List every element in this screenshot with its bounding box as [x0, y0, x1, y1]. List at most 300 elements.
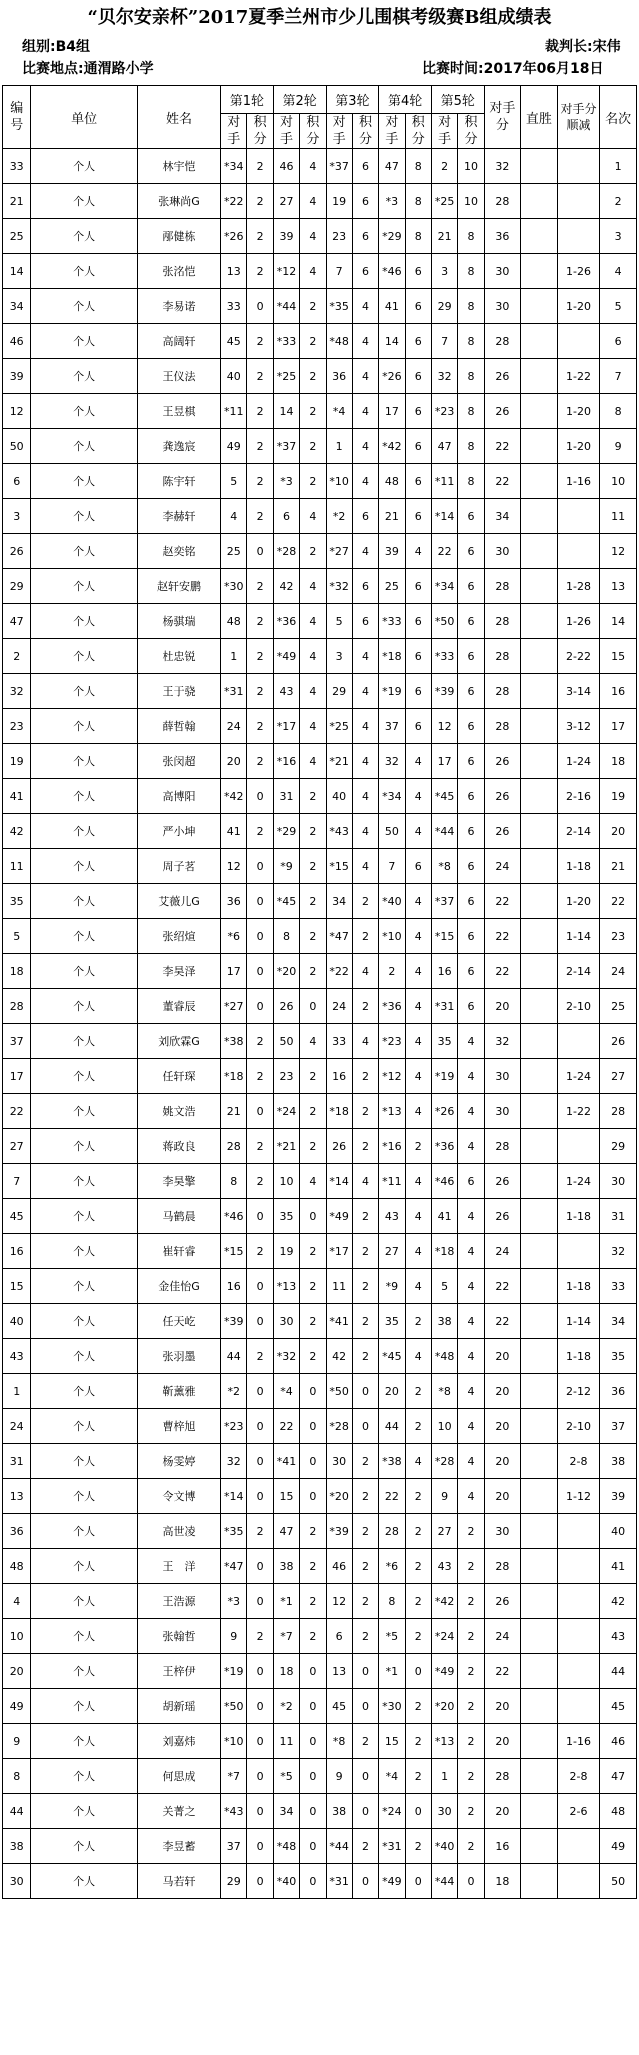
cell-r3-points: 2: [352, 1829, 378, 1864]
cell-opponent-score: 28: [484, 709, 521, 744]
cell-name: 艾薇儿G: [137, 884, 220, 919]
cell-number: 20: [3, 1654, 31, 1689]
cell-r1-opponent: *27: [221, 989, 247, 1024]
cell-opponent-score: 26: [484, 394, 521, 429]
cell-r3-opponent: *37: [326, 149, 352, 184]
cell-r4-opponent: *3: [379, 184, 405, 219]
cell-rank: 46: [600, 1724, 637, 1759]
header-rank: 名次: [600, 86, 637, 149]
cell-opponent-decrement: 1-20: [557, 394, 600, 429]
cell-r3-opponent: *35: [326, 289, 352, 324]
cell-r4-opponent: *5: [379, 1619, 405, 1654]
cell-direct-win: [521, 1584, 558, 1619]
cell-opponent-decrement: 2-10: [557, 1409, 600, 1444]
cell-r4-points: 2: [405, 1724, 431, 1759]
cell-unit: 个人: [31, 1374, 138, 1409]
cell-r3-points: 2: [352, 1444, 378, 1479]
cell-r1-points: 0: [247, 989, 273, 1024]
cell-number: 32: [3, 674, 31, 709]
cell-r3-opponent: 19: [326, 184, 352, 219]
cell-r4-points: 0: [405, 1794, 431, 1829]
cell-rank: 31: [600, 1199, 637, 1234]
cell-rank: 49: [600, 1829, 637, 1864]
header-round-1: 第1轮: [221, 86, 274, 114]
cell-r5-opponent: *18: [431, 1234, 457, 1269]
cell-r2-points: 2: [300, 359, 326, 394]
cell-name: 靳薰雅: [137, 1374, 220, 1409]
cell-r5-opponent: 5: [431, 1269, 457, 1304]
cell-r4-opponent: *12: [379, 1059, 405, 1094]
cell-r2-points: 2: [300, 289, 326, 324]
cell-r4-opponent: *24: [379, 1794, 405, 1829]
cell-r5-points: 4: [458, 1374, 484, 1409]
cell-r3-opponent: *10: [326, 464, 352, 499]
cell-r1-points: 2: [247, 814, 273, 849]
cell-unit: 个人: [31, 1094, 138, 1129]
cell-r5-points: 8: [458, 359, 484, 394]
header-r3-points: 积分: [352, 114, 378, 149]
cell-r3-opponent: *44: [326, 1829, 352, 1864]
cell-direct-win: [521, 604, 558, 639]
cell-r5-opponent: 35: [431, 1024, 457, 1059]
cell-r1-points: 2: [247, 1024, 273, 1059]
cell-unit: 个人: [31, 1059, 138, 1094]
cell-opponent-score: 28: [484, 1759, 521, 1794]
cell-rank: 33: [600, 1269, 637, 1304]
cell-direct-win: [521, 1234, 558, 1269]
cell-opponent-decrement: [557, 219, 600, 254]
cell-name: 刘嘉炜: [137, 1724, 220, 1759]
cell-rank: 25: [600, 989, 637, 1024]
cell-r2-opponent: *5: [273, 1759, 299, 1794]
cell-rank: 13: [600, 569, 637, 604]
cell-r4-points: 6: [405, 639, 431, 674]
cell-r1-opponent: 5: [221, 464, 247, 499]
cell-r5-opponent: 7: [431, 324, 457, 359]
table-row: [3, 639, 637, 674]
cell-r5-points: 2: [458, 1759, 484, 1794]
cell-rank: 20: [600, 814, 637, 849]
cell-r2-opponent: *9: [273, 849, 299, 884]
cell-r2-points: 4: [300, 184, 326, 219]
cell-name: 李易诺: [137, 289, 220, 324]
cell-r3-opponent: *4: [326, 394, 352, 429]
table-row: [3, 849, 637, 884]
cell-r2-opponent: 11: [273, 1724, 299, 1759]
cell-r3-opponent: *43: [326, 814, 352, 849]
cell-r2-opponent: *37: [273, 429, 299, 464]
cell-number: 28: [3, 989, 31, 1024]
cell-r4-opponent: 8: [379, 1584, 405, 1619]
cell-direct-win: [521, 1199, 558, 1234]
cell-r2-points: 0: [300, 1409, 326, 1444]
cell-r1-points: 0: [247, 1444, 273, 1479]
cell-r2-points: 4: [300, 674, 326, 709]
cell-opponent-score: 28: [484, 604, 521, 639]
cell-opponent-score: 32: [484, 149, 521, 184]
cell-r4-opponent: *31: [379, 1829, 405, 1864]
cell-r3-opponent: 16: [326, 1059, 352, 1094]
cell-r3-points: 4: [352, 1164, 378, 1199]
cell-rank: 17: [600, 709, 637, 744]
cell-direct-win: [521, 1129, 558, 1164]
cell-number: 38: [3, 1829, 31, 1864]
cell-rank: 47: [600, 1759, 637, 1794]
cell-r3-opponent: *49: [326, 1199, 352, 1234]
cell-rank: 4: [600, 254, 637, 289]
cell-number: 19: [3, 744, 31, 779]
cell-direct-win: [521, 394, 558, 429]
cell-r1-points: 2: [247, 1164, 273, 1199]
cell-r3-points: 6: [352, 149, 378, 184]
cell-opponent-score: 34: [484, 499, 521, 534]
cell-r1-points: 2: [247, 1619, 273, 1654]
cell-r5-opponent: 2: [431, 149, 457, 184]
cell-number: 9: [3, 1724, 31, 1759]
cell-r3-opponent: *47: [326, 919, 352, 954]
cell-r3-opponent: 45: [326, 1689, 352, 1724]
cell-name: 周子茗: [137, 849, 220, 884]
table-row: [3, 324, 637, 359]
cell-r1-opponent: *2: [221, 1374, 247, 1409]
cell-r2-points: 2: [300, 1584, 326, 1619]
cell-r2-points: 4: [300, 254, 326, 289]
cell-rank: 28: [600, 1094, 637, 1129]
cell-unit: 个人: [31, 429, 138, 464]
cell-r4-points: 4: [405, 744, 431, 779]
cell-r2-points: 2: [300, 1094, 326, 1129]
table-row: [3, 1269, 637, 1304]
cell-opponent-score: 30: [484, 1059, 521, 1094]
cell-number: 50: [3, 429, 31, 464]
cell-opponent-decrement: 3-14: [557, 674, 600, 709]
cell-r2-points: 0: [300, 1374, 326, 1409]
cell-unit: 个人: [31, 1269, 138, 1304]
cell-r4-opponent: 48: [379, 464, 405, 499]
cell-unit: 个人: [31, 1304, 138, 1339]
cell-opponent-decrement: 2-6: [557, 1794, 600, 1829]
header-r1-points: 积分: [247, 114, 273, 149]
cell-r1-points: 2: [247, 1059, 273, 1094]
cell-r2-points: 2: [300, 1269, 326, 1304]
cell-number: 36: [3, 1514, 31, 1549]
cell-r3-points: 0: [352, 1759, 378, 1794]
cell-r1-points: 2: [247, 709, 273, 744]
cell-r2-opponent: *33: [273, 324, 299, 359]
cell-direct-win: [521, 1829, 558, 1864]
cell-r3-opponent: *15: [326, 849, 352, 884]
cell-r4-opponent: 14: [379, 324, 405, 359]
cell-r4-points: 2: [405, 1584, 431, 1619]
cell-r3-points: 2: [352, 1129, 378, 1164]
table-row: [3, 534, 637, 569]
cell-number: 11: [3, 849, 31, 884]
cell-r3-points: 6: [352, 569, 378, 604]
cell-r5-points: 10: [458, 149, 484, 184]
cell-r1-points: 2: [247, 1339, 273, 1374]
cell-r3-opponent: 42: [326, 1339, 352, 1374]
cell-r1-opponent: 40: [221, 359, 247, 394]
cell-r3-opponent: *2: [326, 499, 352, 534]
cell-r4-opponent: *49: [379, 1864, 405, 1899]
cell-name: 何思成: [137, 1759, 220, 1794]
cell-unit: 个人: [31, 464, 138, 499]
cell-r4-points: 6: [405, 464, 431, 499]
table-row: [3, 1794, 637, 1829]
cell-r1-points: 2: [247, 394, 273, 429]
cell-r3-opponent: *50: [326, 1374, 352, 1409]
cell-direct-win: [521, 954, 558, 989]
cell-unit: 个人: [31, 919, 138, 954]
cell-opponent-decrement: 1-26: [557, 254, 600, 289]
cell-r3-points: 2: [352, 1059, 378, 1094]
cell-direct-win: [521, 219, 558, 254]
cell-opponent-decrement: 2-22: [557, 639, 600, 674]
cell-r3-points: 6: [352, 499, 378, 534]
cell-number: 7: [3, 1164, 31, 1199]
cell-r2-opponent: *28: [273, 534, 299, 569]
cell-r5-points: 8: [458, 254, 484, 289]
cell-unit: 个人: [31, 1724, 138, 1759]
cell-r3-points: 2: [352, 1619, 378, 1654]
cell-opponent-decrement: 1-16: [557, 464, 600, 499]
cell-r5-opponent: 16: [431, 954, 457, 989]
cell-rank: 24: [600, 954, 637, 989]
cell-r1-points: 0: [247, 1094, 273, 1129]
cell-r4-points: 4: [405, 884, 431, 919]
cell-number: 30: [3, 1864, 31, 1899]
cell-r2-points: 0: [300, 1444, 326, 1479]
header-r5-opponent: 对手: [431, 114, 457, 149]
cell-rank: 38: [600, 1444, 637, 1479]
cell-r3-points: 0: [352, 1374, 378, 1409]
header-r4-opponent: 对手: [379, 114, 405, 149]
cell-r5-opponent: 43: [431, 1549, 457, 1584]
cell-r2-opponent: *49: [273, 639, 299, 674]
date-label: 比赛时间:2017年06月18日: [422, 61, 604, 77]
cell-r4-points: 4: [405, 1444, 431, 1479]
cell-unit: 个人: [31, 989, 138, 1024]
cell-r1-opponent: *50: [221, 1689, 247, 1724]
cell-rank: 16: [600, 674, 637, 709]
cell-r4-points: 2: [405, 1374, 431, 1409]
cell-number: 27: [3, 1129, 31, 1164]
cell-r5-points: 6: [458, 674, 484, 709]
cell-r5-points: 2: [458, 1619, 484, 1654]
cell-opponent-score: 16: [484, 1829, 521, 1864]
table-row: [3, 1514, 637, 1549]
cell-r5-opponent: *33: [431, 639, 457, 674]
cell-r3-points: 2: [352, 1304, 378, 1339]
table-row: [3, 359, 637, 394]
cell-r4-points: 4: [405, 1024, 431, 1059]
cell-opponent-decrement: 1-14: [557, 919, 600, 954]
table-row: [3, 954, 637, 989]
cell-r4-opponent: *11: [379, 1164, 405, 1199]
cell-r4-points: 4: [405, 779, 431, 814]
cell-r2-opponent: *44: [273, 289, 299, 324]
cell-r1-points: 0: [247, 919, 273, 954]
table-row: [3, 184, 637, 219]
cell-r5-points: 4: [458, 1339, 484, 1374]
cell-r2-points: 2: [300, 534, 326, 569]
cell-number: 39: [3, 359, 31, 394]
cell-direct-win: [521, 569, 558, 604]
cell-name: 张洺恺: [137, 254, 220, 289]
cell-opponent-decrement: [557, 1514, 600, 1549]
cell-name: 龚逸宸: [137, 429, 220, 464]
cell-r3-opponent: *48: [326, 324, 352, 359]
cell-r4-points: 2: [405, 1479, 431, 1514]
cell-r1-points: 0: [247, 1199, 273, 1234]
cell-name: 严小坤: [137, 814, 220, 849]
cell-r3-opponent: *22: [326, 954, 352, 989]
cell-r2-points: 2: [300, 394, 326, 429]
cell-opponent-decrement: 1-20: [557, 884, 600, 919]
header-r4-points: 积分: [405, 114, 431, 149]
cell-r4-opponent: *46: [379, 254, 405, 289]
cell-unit: 个人: [31, 1234, 138, 1269]
cell-r5-points: 8: [458, 429, 484, 464]
cell-r1-opponent: 1: [221, 639, 247, 674]
cell-r3-opponent: *21: [326, 744, 352, 779]
cell-r5-opponent: 32: [431, 359, 457, 394]
cell-unit: 个人: [31, 604, 138, 639]
cell-name: 张绍煊: [137, 919, 220, 954]
cell-r2-opponent: 22: [273, 1409, 299, 1444]
cell-opponent-score: 20: [484, 1374, 521, 1409]
cell-r4-opponent: 20: [379, 1374, 405, 1409]
cell-r5-points: 6: [458, 849, 484, 884]
cell-r5-opponent: *28: [431, 1444, 457, 1479]
cell-r5-points: 4: [458, 1129, 484, 1164]
cell-r3-points: 4: [352, 744, 378, 779]
cell-opponent-score: 22: [484, 954, 521, 989]
header-opponent-decrement: 对手分顺减: [557, 86, 600, 149]
cell-r2-points: 4: [300, 219, 326, 254]
cell-r4-opponent: *42: [379, 429, 405, 464]
cell-r1-points: 2: [247, 149, 273, 184]
cell-rank: 37: [600, 1409, 637, 1444]
cell-r1-points: 0: [247, 1654, 273, 1689]
table-row: [3, 219, 637, 254]
cell-name: 邴健栋: [137, 219, 220, 254]
cell-r2-opponent: *4: [273, 1374, 299, 1409]
cell-r4-opponent: 22: [379, 1479, 405, 1514]
cell-direct-win: [521, 534, 558, 569]
cell-r1-opponent: 41: [221, 814, 247, 849]
cell-r4-points: 6: [405, 289, 431, 324]
cell-r2-opponent: *13: [273, 1269, 299, 1304]
cell-rank: 22: [600, 884, 637, 919]
cell-name: 马若轩: [137, 1864, 220, 1899]
cell-r2-opponent: 42: [273, 569, 299, 604]
cell-rank: 30: [600, 1164, 637, 1199]
results-table: [2, 85, 637, 1899]
cell-r1-points: 0: [247, 884, 273, 919]
table-row: [3, 1619, 637, 1654]
cell-number: 16: [3, 1234, 31, 1269]
cell-r1-points: 2: [247, 184, 273, 219]
cell-opponent-score: 36: [484, 219, 521, 254]
cell-direct-win: [521, 1304, 558, 1339]
table-row: [3, 1094, 637, 1129]
cell-opponent-score: 30: [484, 1514, 521, 1549]
table-row: [3, 1409, 637, 1444]
cell-rank: 36: [600, 1374, 637, 1409]
cell-r4-opponent: *13: [379, 1094, 405, 1129]
cell-r1-opponent: *38: [221, 1024, 247, 1059]
cell-r3-opponent: *18: [326, 1094, 352, 1129]
cell-r1-points: 0: [247, 1269, 273, 1304]
cell-r3-opponent: 33: [326, 1024, 352, 1059]
cell-r1-opponent: 9: [221, 1619, 247, 1654]
cell-r1-points: 2: [247, 674, 273, 709]
table-row: [3, 884, 637, 919]
cell-r4-opponent: *36: [379, 989, 405, 1024]
cell-number: 10: [3, 1619, 31, 1654]
table-row: [3, 1199, 637, 1234]
cell-r4-points: 4: [405, 989, 431, 1024]
cell-direct-win: [521, 1514, 558, 1549]
header-r2-opponent: 对手: [273, 114, 299, 149]
cell-opponent-decrement: 1-26: [557, 604, 600, 639]
cell-unit: 个人: [31, 1794, 138, 1829]
cell-rank: 44: [600, 1654, 637, 1689]
cell-rank: 10: [600, 464, 637, 499]
cell-name: 王梓伊: [137, 1654, 220, 1689]
table-row: [3, 919, 637, 954]
cell-unit: 个人: [31, 1759, 138, 1794]
cell-r1-opponent: 28: [221, 1129, 247, 1164]
cell-r2-points: 2: [300, 1514, 326, 1549]
cell-r3-opponent: 23: [326, 219, 352, 254]
cell-r1-points: 0: [247, 1724, 273, 1759]
cell-r1-opponent: 8: [221, 1164, 247, 1199]
cell-direct-win: [521, 1864, 558, 1899]
cell-r3-points: 4: [352, 534, 378, 569]
cell-direct-win: [521, 1164, 558, 1199]
cell-r5-opponent: *8: [431, 1374, 457, 1409]
cell-direct-win: [521, 779, 558, 814]
cell-r2-opponent: 15: [273, 1479, 299, 1514]
cell-opponent-score: 28: [484, 639, 521, 674]
table-row: [3, 1059, 637, 1094]
cell-r4-points: 6: [405, 394, 431, 429]
cell-unit: 个人: [31, 1584, 138, 1619]
cell-unit: 个人: [31, 1444, 138, 1479]
cell-rank: 15: [600, 639, 637, 674]
cell-r2-points: 4: [300, 709, 326, 744]
cell-r5-opponent: *44: [431, 1864, 457, 1899]
cell-r5-points: 0: [458, 1864, 484, 1899]
cell-r2-opponent: *21: [273, 1129, 299, 1164]
table-row: [3, 674, 637, 709]
cell-r4-points: 4: [405, 954, 431, 989]
cell-number: 34: [3, 289, 31, 324]
cell-rank: 2: [600, 184, 637, 219]
cell-r1-opponent: 21: [221, 1094, 247, 1129]
table-row: [3, 1444, 637, 1479]
cell-r1-opponent: *47: [221, 1549, 247, 1584]
cell-direct-win: [521, 1374, 558, 1409]
table-row: [3, 1129, 637, 1164]
cell-r5-points: 4: [458, 1059, 484, 1094]
cell-rank: 19: [600, 779, 637, 814]
cell-r3-points: 0: [352, 1654, 378, 1689]
cell-unit: 个人: [31, 779, 138, 814]
cell-r5-points: 8: [458, 289, 484, 324]
